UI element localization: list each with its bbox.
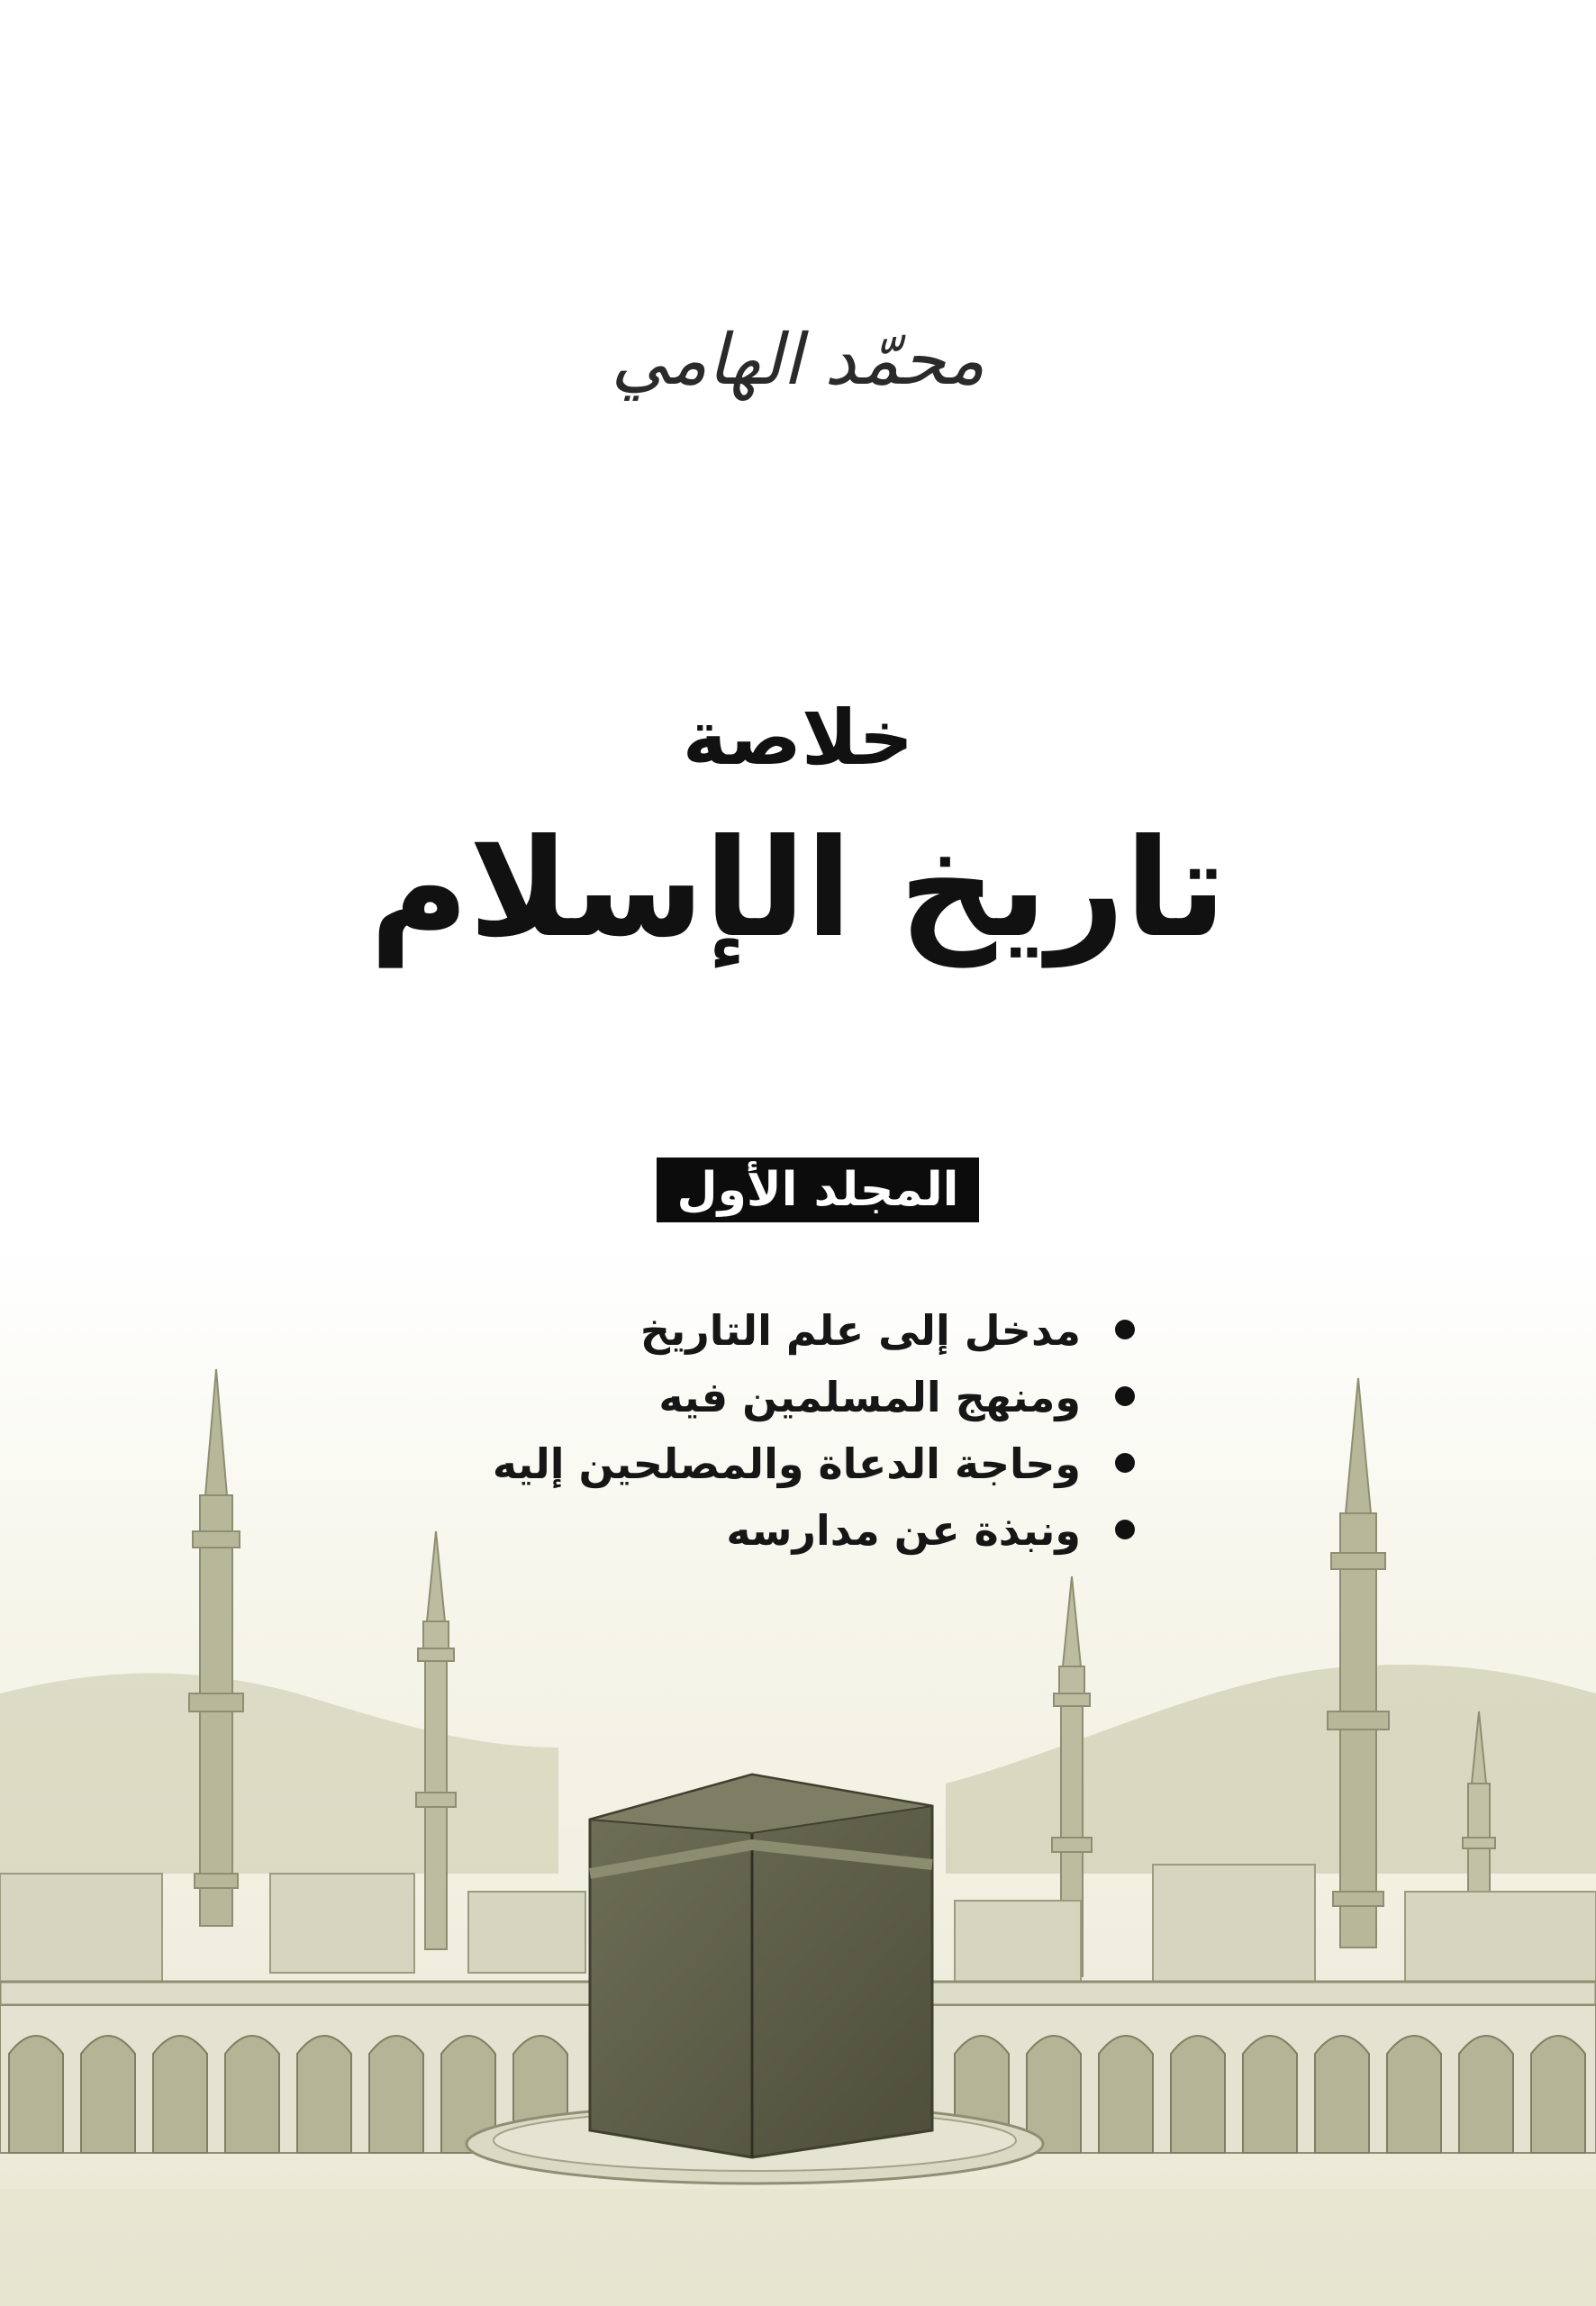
bullet-dot-icon — [1115, 1320, 1135, 1339]
book-title: تاريخ الإسلام — [369, 811, 1227, 967]
topic-item — [540, 1497, 1135, 1564]
topic-item — [540, 1364, 1135, 1430]
topic-item — [492, 1430, 1135, 1497]
bullet-dot-icon — [1115, 1386, 1135, 1406]
topic-text: ونبذة عن مدارسه — [726, 1506, 1081, 1555]
bullet-dot-icon — [1115, 1453, 1135, 1473]
volume-badge: المجلد الأول — [657, 1158, 979, 1222]
bullet-dot-icon — [1115, 1520, 1135, 1539]
topic-text: ومنهج المسلمين فيه — [658, 1373, 1081, 1421]
topic-item — [540, 1297, 1135, 1364]
topic-text: وحاجة الدعاة والمصلحين إليه — [492, 1439, 1081, 1488]
author-name: محمّد الهامي — [611, 320, 985, 401]
topics-list — [492, 1297, 1135, 1564]
title-prefix: خلاصة — [682, 694, 914, 782]
topic-text: مدخل إلى علم التاريخ — [639, 1306, 1081, 1355]
